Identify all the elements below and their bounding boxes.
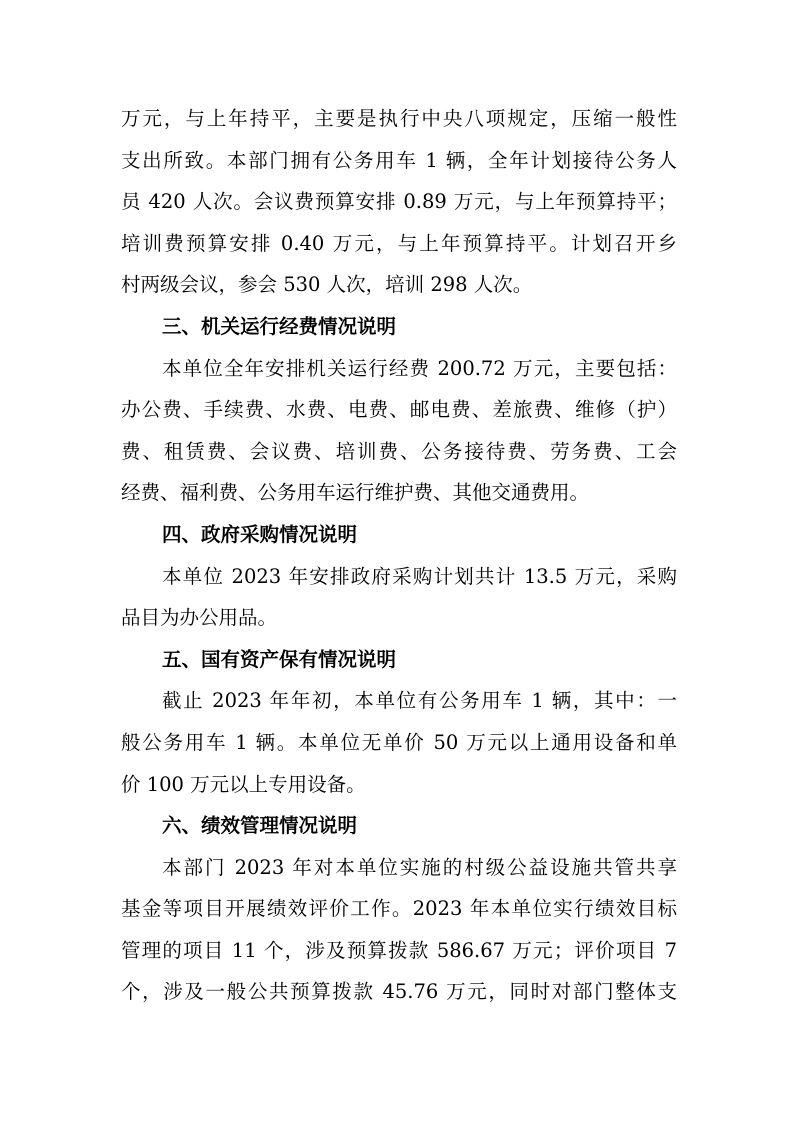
paragraph-line: 本单位 2023 年安排政府采购计划共计 13.5 万元，采购	[162, 564, 677, 588]
paragraph-line: 经费、福利费、公务用车运行维护费、其他交通费用。	[121, 481, 590, 505]
document-body	[121, 98, 681, 1013]
section-heading-state-assets: 五、国有资产保有情况说明	[162, 647, 397, 671]
paragraph-line: 办公费、手续费、水费、电费、邮电费、差旅费、维修（护）	[121, 398, 677, 422]
paragraph-line: 截止 2023 年年初，本单位有公务用车 1 辆，其中：一	[162, 689, 677, 713]
paragraph-line: 基金等项目开展绩效评价工作。2023 年本单位实行绩效目标	[121, 897, 677, 921]
paragraph-line: 本部门 2023 年对本单位实施的村级公益设施共管共享	[162, 855, 677, 879]
paragraph-line: 员 420 人次。会议费预算安排 0.89 万元，与上年预算持平；	[121, 190, 677, 214]
paragraph-line: 般公务用车 1 辆。本单位无单价 50 万元以上通用设备和单	[121, 730, 677, 754]
paragraph-line: 本单位全年安排机关运行经费 200.72 万元，主要包括：	[162, 356, 677, 380]
paragraph-line: 价 100 万元以上专用设备。	[121, 772, 366, 796]
paragraph-line: 品目为办公用品。	[121, 606, 278, 630]
paragraph-line: 费、租赁费、会议费、培训费、公务接待费、劳务费、工会	[121, 439, 677, 463]
paragraph-line: 培训费预算安排 0.40 万元，与上年预算持平。计划召开乡	[121, 231, 677, 255]
section-heading-performance: 六、绩效管理情况说明	[162, 814, 358, 838]
paragraph-line: 万元，与上年持平，主要是执行中央八项规定，压缩一般性	[121, 107, 677, 130]
paragraph-line: 村两级会议，参会 530 人次，培训 298 人次。	[121, 273, 533, 297]
section-heading-office-expenses: 三、机关运行经费情况说明	[162, 314, 397, 338]
paragraph-line: 管理的项目 11 个，涉及预算拨款 586.67 万元；评价项目 7	[121, 938, 677, 962]
paragraph-line: 支出所致。本部门拥有公务用车 1 辆，全年计划接待公务人	[121, 148, 677, 172]
section-heading-procurement: 四、政府采购情况说明	[162, 522, 358, 546]
paragraph-line: 个，涉及一般公共预算拨款 45.76 万元，同时对部门整体支	[121, 980, 677, 1004]
